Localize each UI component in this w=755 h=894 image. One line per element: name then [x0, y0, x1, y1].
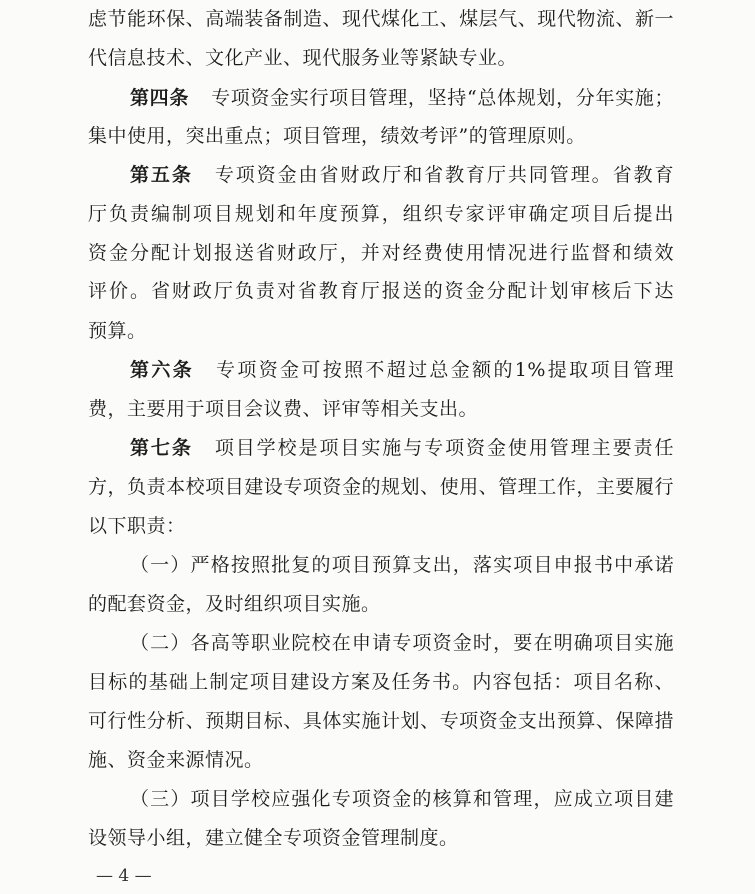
text-span: 代信息技术、文化产业、现代服务业等紧缺专业。 — [88, 47, 518, 69]
text-span: （一）严格按照批复的项目预算支出，落实项目申报书中承诺 — [130, 554, 674, 576]
article-4-heading: 第四条 — [130, 87, 190, 109]
text-span: 项目学校是项目实施与专项资金使用管理主要责任 — [214, 437, 674, 459]
article-6-line — [130, 355, 674, 385]
text-span: 专项资金可按照不超过总金额的1%提取项目管理 — [216, 359, 674, 381]
item-1-line — [130, 550, 674, 580]
text-line — [88, 4, 674, 34]
text-line — [88, 199, 674, 229]
text-line — [88, 667, 674, 697]
text-span: 虑节能环保、高端装备制造、现代煤化工、煤层气、现代物流、新一 — [88, 8, 674, 30]
text-span: 的配套资金，及时组织项目实施。 — [88, 593, 381, 615]
text-line — [88, 745, 674, 775]
text-span: （二）各高等职业院校在申请专项资金时，要在明确项目实施 — [130, 632, 674, 654]
text-line — [88, 43, 674, 73]
text-span: （三）项目学校应强化专项资金的核算和管理，应成立项目建 — [130, 788, 674, 810]
page-number: — 4 — — [96, 866, 152, 886]
text-span: 集中使用，突出重点；项目管理，绩效考评”的管理原则。 — [88, 125, 586, 147]
item-2-line — [130, 628, 674, 658]
text-line — [88, 121, 674, 151]
text-span: 厅负责编制项目规划和年度预算，组织专家评审确定项目后提出 — [88, 203, 674, 225]
article-7-heading: 第七条 — [130, 437, 193, 459]
text-line — [88, 394, 674, 424]
article-5-line — [130, 160, 674, 190]
text-line — [88, 472, 674, 502]
article-6-heading: 第六条 — [130, 359, 195, 381]
text-line — [88, 823, 674, 853]
text-span: 目标的基础上制定项目建设方案及任务书。内容包括：项目名称、 — [88, 671, 674, 693]
text-span: 以下职责： — [88, 515, 186, 537]
text-line — [88, 276, 674, 306]
text-line — [88, 316, 674, 346]
text-span: 专项资金由省财政厅和省教育厅共同管理。省教育 — [214, 164, 674, 186]
text-span: 费，主要用于项目会议费、评审等相关支出。 — [88, 398, 479, 420]
text-span: 专项资金实行项目管理，坚持“总体规划，分年实施； — [211, 87, 674, 109]
article-4-line — [130, 83, 674, 113]
text-line — [88, 238, 674, 268]
text-span: 评价。省财政厅负责对省教育厅报送的资金分配计划审核后下达 — [88, 280, 674, 302]
text-span: 可行性分析、预期目标、具体实施计划、专项资金支出预算、保障措 — [88, 710, 674, 732]
text-span: 预算。 — [88, 320, 147, 342]
text-span: 设领导小组，建立健全专项资金管理制度。 — [88, 827, 459, 849]
text-line — [88, 511, 674, 541]
article-5-heading: 第五条 — [130, 164, 193, 186]
text-line — [88, 706, 674, 736]
item-3-line — [130, 784, 674, 814]
text-line — [88, 589, 674, 619]
text-span: 施、资金来源情况。 — [88, 749, 264, 771]
text-span: 方，负责本校项目建设专项资金的规划、使用、管理工作，主要履行 — [88, 476, 674, 498]
text-span: 资金分配计划报送省财政厅，并对经费使用情况进行监督和绩效 — [88, 242, 674, 264]
article-7-line — [130, 433, 674, 463]
